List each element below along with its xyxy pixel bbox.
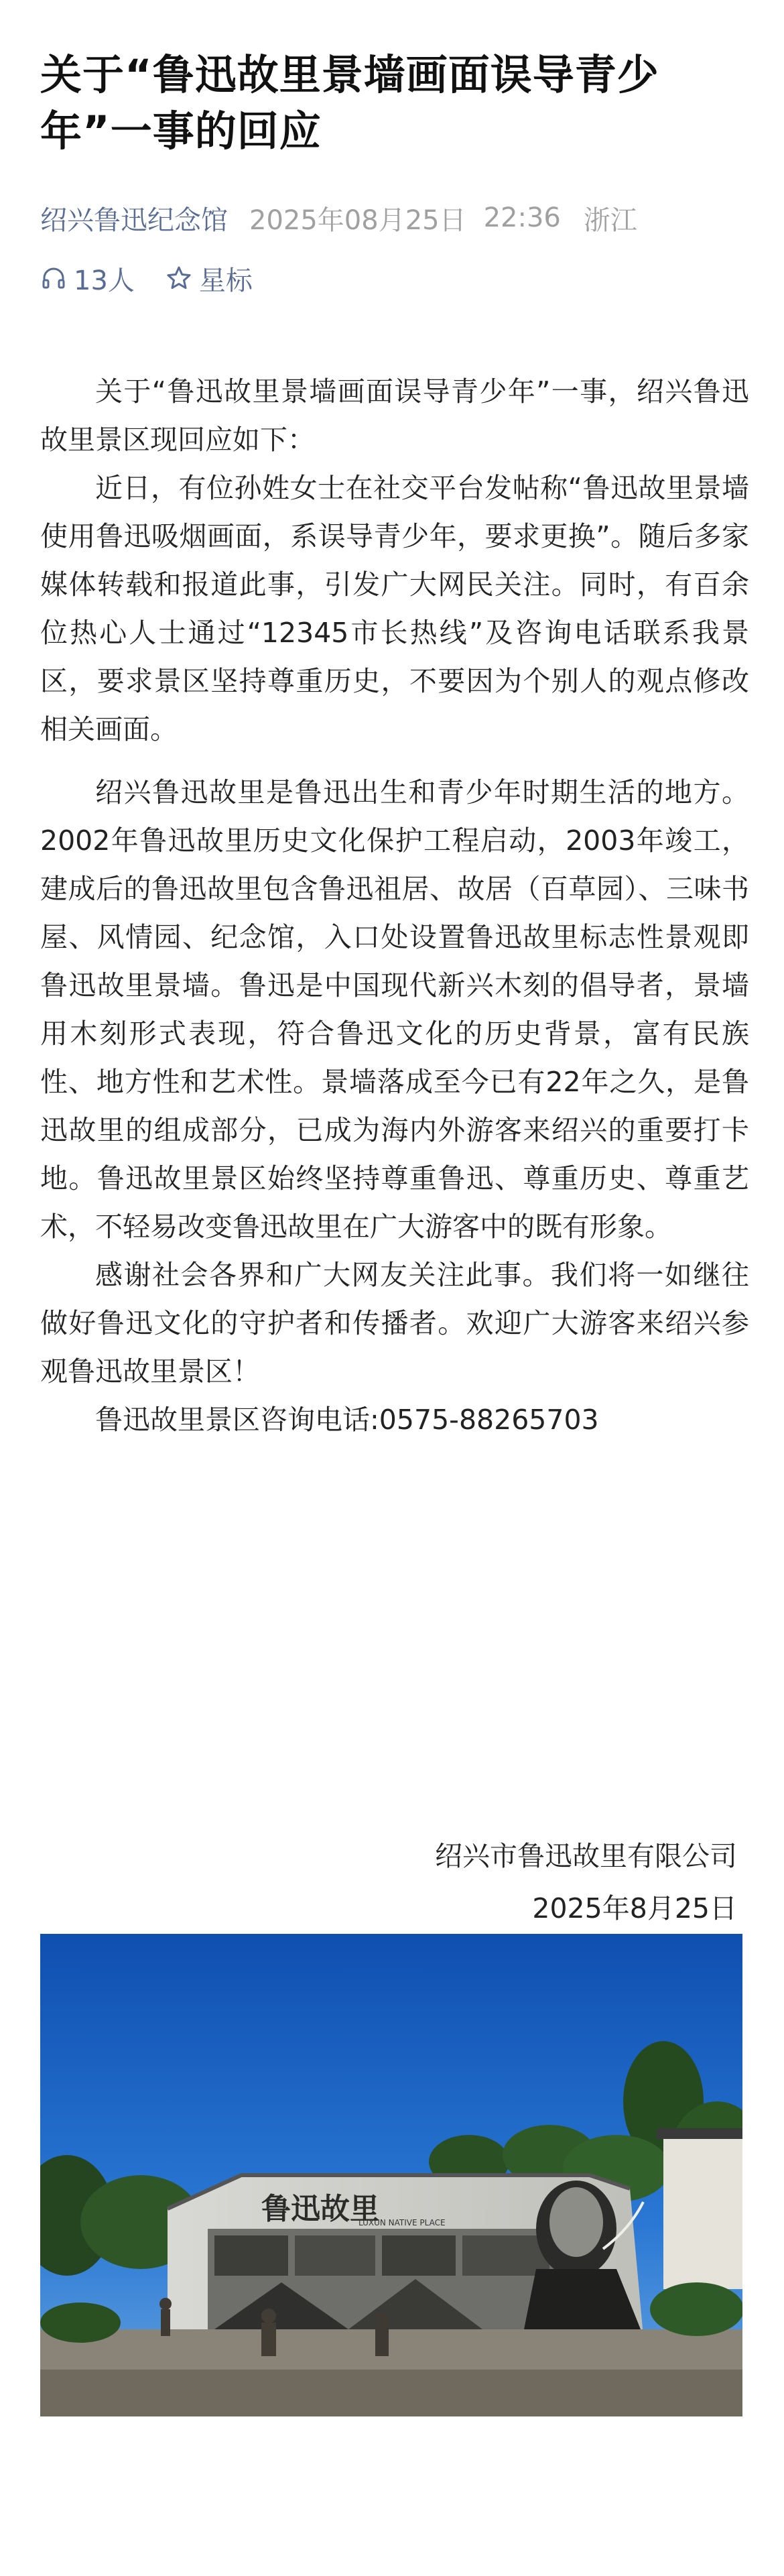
article-meta xyxy=(40,198,637,238)
publish-location: 浙江 xyxy=(583,204,637,236)
wall-calligraphy: 鲁迅故里 xyxy=(261,2192,379,2226)
article-body xyxy=(40,367,749,1444)
wall xyxy=(168,2175,643,2336)
paragraph-incident: 近日，有位孙姓女士在社交平台发帖称“鲁迅故里景墙使用鲁迅吸烟画面，系误导青少年，要求更换”。随后多家媒体转载和报道此事，引发广大网民关注。同时，有百余位热心人士通过“12345市长热线”及咨询电话联系我景区，要求景区坚持尊重历史，不要因为个别人的观点修改相关画面。 xyxy=(40,472,749,745)
signature-organization: 绍兴市鲁迅故里有限公司 xyxy=(435,1840,737,1872)
listen-button[interactable] xyxy=(40,259,135,298)
signature-date: 2025年8月25日 xyxy=(532,1892,737,1924)
paragraph-hotline: 鲁迅故里景区咨询电话:0575-88265703 xyxy=(95,1404,599,1436)
paragraph-history: 绍兴鲁迅故里是鲁迅出生和青少年时期生活的地方。2002年鲁迅故里历史文化保护工程启动，2003年竣工，建成后的鲁迅故里包含鲁迅祖居、故居（百草园）、三味书屋、风情园、纪念馆，入口处设置鲁迅故里标志性景观即鲁迅故里景墙。鲁迅是中国现代新兴木刻的倡导者，景墙用木刻形式表现，符合鲁迅文化的历史背景，富有民族性、地方性和艺术性。景墙落成至今已有22年之久，是鲁迅故里的组成部分，已成为海内外游客来绍兴的重要打卡地。鲁迅故里景区始终坚持尊重鲁迅、尊重历史、尊重艺术，不轻易改变鲁迅故里在广大游客中的既有形象。 xyxy=(40,776,749,1243)
building xyxy=(663,2135,742,2289)
article-title: 关于“鲁迅故里景墙画面误导青少年”一事的回应 xyxy=(40,50,659,156)
paragraph-thanks: 感谢社会各界和广大网友关注此事。我们将一如继往做好鲁迅文化的守护者和传播者。欢迎广大游客来绍兴参观鲁迅故里景区！ xyxy=(40,1259,749,1388)
article-actions xyxy=(40,258,283,298)
paragraph-intro: 关于“鲁迅故里景墙画面误导青少年”一事，绍兴鲁迅故里景区现回应如下： xyxy=(40,375,749,456)
signature xyxy=(435,1830,737,1935)
star-icon xyxy=(166,265,192,292)
account-name-link[interactable]: 绍兴鲁迅纪念馆 xyxy=(40,204,228,236)
headphones-icon xyxy=(40,265,67,292)
star-button[interactable] xyxy=(166,259,253,298)
star-label: 星标 xyxy=(198,265,253,296)
listener-count: 13人 xyxy=(74,265,135,296)
publish-date: 2025年08月25日 xyxy=(249,204,466,236)
publish-time: 22:36 xyxy=(483,202,561,233)
scenic-wall-photo xyxy=(40,1934,742,2416)
scenic-wall-illustration xyxy=(40,1934,742,2416)
wall-english: LUXUN NATIVE PLACE xyxy=(358,2218,446,2227)
